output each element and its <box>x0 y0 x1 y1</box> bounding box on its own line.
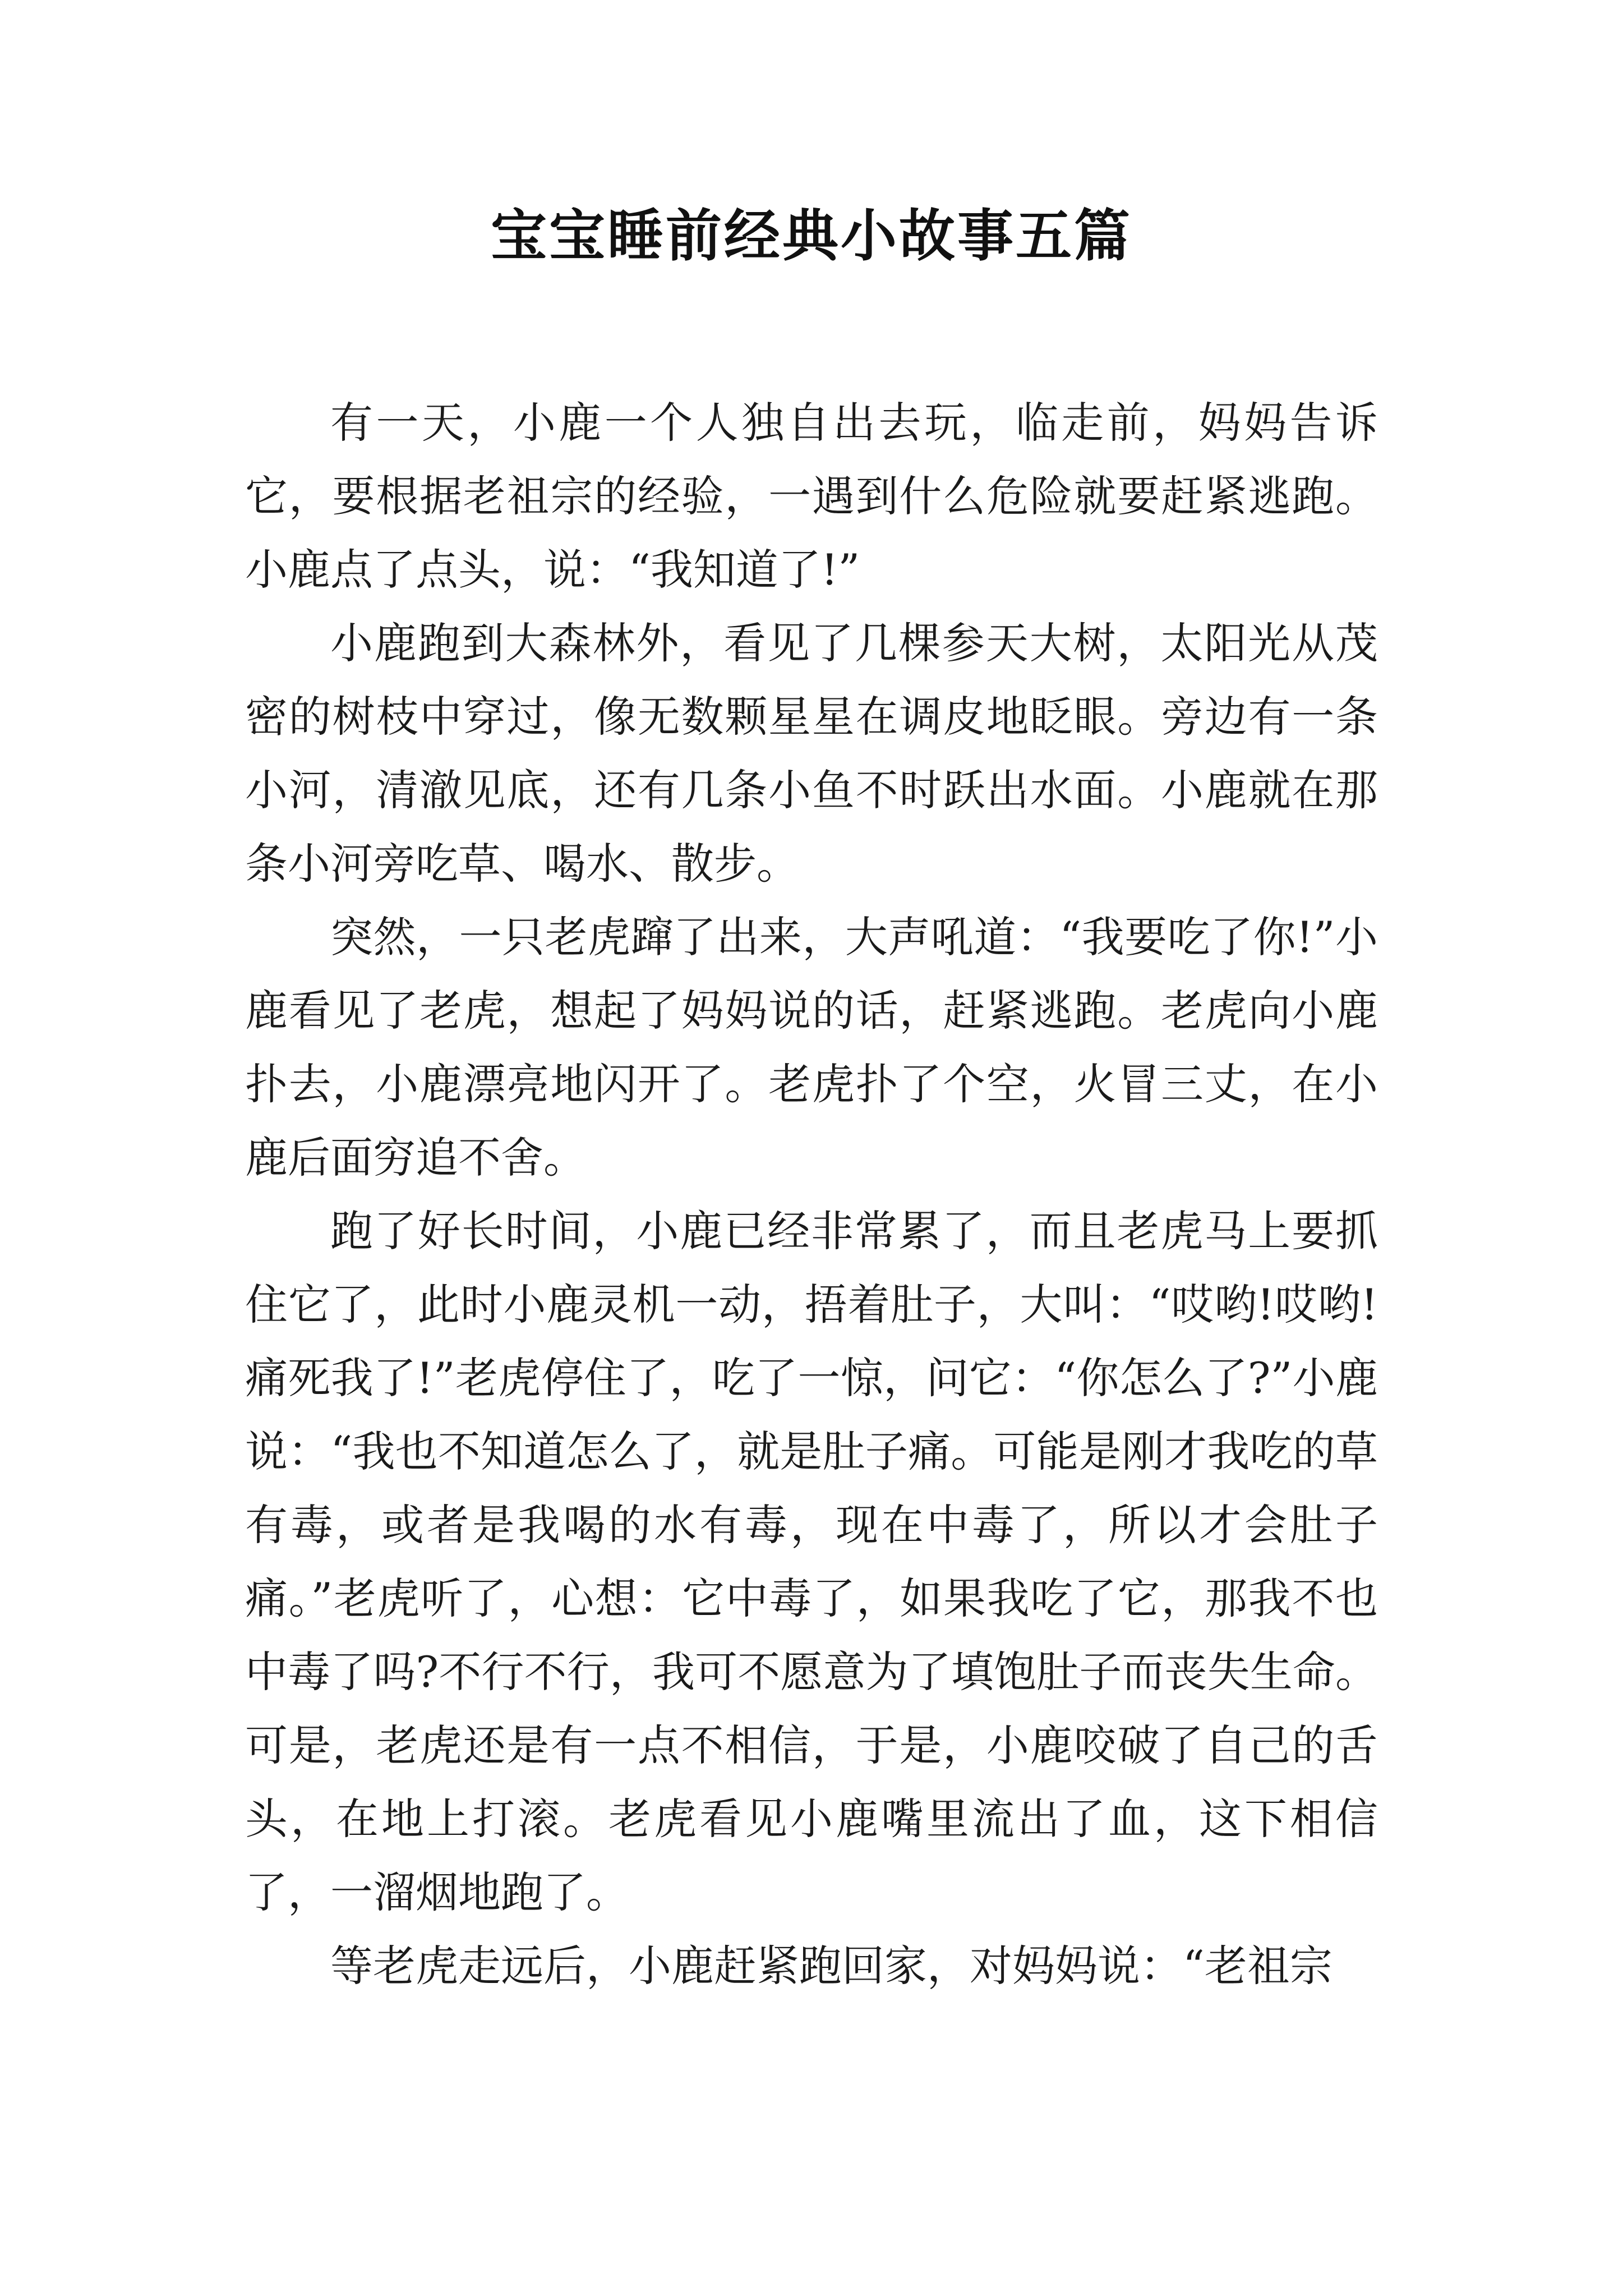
paragraph-3: 突然，一只老虎蹿了出来，大声吼道：“我要吃了你!”小鹿看见了老虎，想起了妈妈说的话，赶紧逃跑。老虎向小鹿扑去，小鹿漂亮地闪开了。老虎扑了个空，火冒三丈，在小鹿后面穷追不舍。 <box>245 912 1378 1182</box>
paragraph-4: 跑了好长时间，小鹿已经非常累了，而且老虎马上要抓住它了，此时小鹿灵机一动，捂着肚子，大叫：“哎哟!哎哟!痛死我了!”老虎停住了，吃了一惊，问它：“你怎么了?”小鹿说：“我也不知道怎么了，就是肚子痛。可能是刚才我吃的草有毒，或者是我喝的水有毒，现在中毒了，所以才会肚子痛。”老虎听了，心想：它中毒了，如果我吃了它，那我不也中毒了吗?不行不行，我可不愿意为了填饱肚子而丧失生命。可是，老虎还是有一点不相信，于是，小鹿咬破了自己的舌头，在地上打滚。老虎看见小鹿嘴里流出了血，这下相信了，一溜烟地跑了。 <box>245 1206 1378 1917</box>
document-body <box>245 386 1378 2003</box>
paragraph-1: 有一天，小鹿一个人独自出去玩，临走前，妈妈告诉它，要根据老祖宗的经验，一遇到什么危险就要赶紧逃跑。小鹿点了点头，说：“我知道了!” <box>245 398 1378 595</box>
paragraph-5: 等老虎走远后，小鹿赶紧跑回家，对妈妈说：“老祖宗 <box>330 1941 1332 1991</box>
paragraph-2: 小鹿跑到大森林外，看见了几棵参天大树，太阳光从茂密的树枝中穿过，像无数颗星星在调皮地眨眼。旁边有一条小河，清澈见底，还有几条小鱼不时跃出水面。小鹿就在那条小河旁吃草、喝水、散步。 <box>245 618 1378 889</box>
document-title: 宝宝睡前经典小故事五篇 <box>491 203 1132 269</box>
